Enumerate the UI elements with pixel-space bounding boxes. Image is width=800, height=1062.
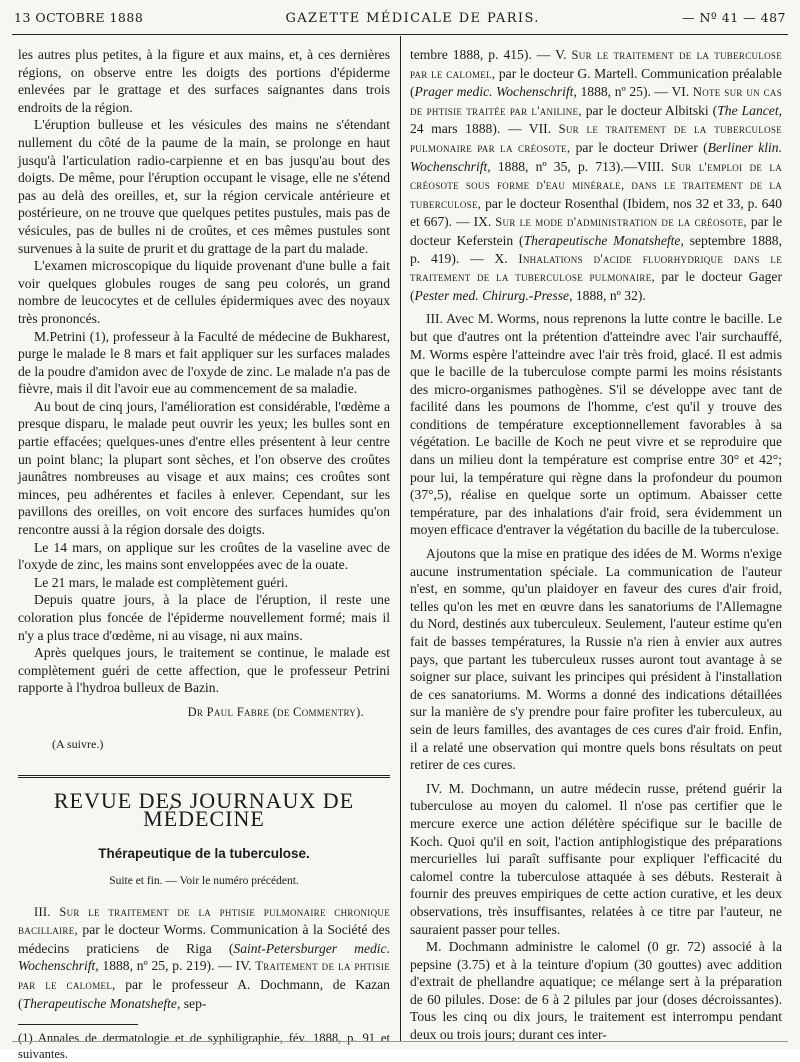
right-column: [410, 46, 782, 1044]
issue-page-number: — Nº 41 — 487: [682, 10, 786, 25]
to-be-continued-note: (A suivre.): [52, 736, 104, 751]
paragraph: M.Petrini (1), professeur à la Faculté de médecine de Bukharest, purge le malade le 8 mars et fait appliquer sur les surfaces malades de la poudre d'amidon avec de l'oxyde de zinc. Le malade n'a pas de fièvre, mais il dit l'avoir eue au commencement de sa maladie.: [18, 328, 390, 397]
section-title: REVUE DES JOURNAUX DE MÉDECINE: [53, 788, 355, 831]
column-divider: [400, 36, 401, 1041]
header-date: 13 OCTOBRE 1888: [14, 10, 144, 25]
paragraph: L'examen microscopique du liquide provenant d'une bulle a fait voir quelques globules rouges de sang peu colorés, un grand nombre de leucocytes et de cellules épidermiques avec des noyaux très prononcés.: [18, 258, 390, 326]
paragraph: Au bout de cinq jours, l'amélioration est considérable, l'œdème a presque disparu, le malade peut ouvrir les yeux; les bulles sont en partie effacées; quelques-unes d'entre elles présentent à leur centre un point blanc; la plupart sont sèches, et l'on observe des croûtes jaunâtres nombreuses au visage et aux mains; ces croûtes sont minces, peu adhérentes et faciles à enlever. Cependant, sur les pavillons des oreilles, on voit encore des surfaces humides qu'on rencontre aussi à la région dorsale des doigts.: [18, 398, 390, 538]
paragraph: L'éruption bulleuse et les vésicules des mains ne s'étendant nullement du côté de la paume de la main, se prolonge en haut jusqu'à l'articulation radio-carpienne et en bas jusqu'au bout des doigts. De même, pour l'éruption occupant le visage, elle ne s'étend pas au delà des oreilles, et, sur la région cervicale antérieure et postérieure, on ne trouve que quelques petites pustules, mais pas de vésicules, pas de bulles ni de croûtes, et ces mêmes pustules sont survenues à la suite de prurit et du grattage de la part du malade.: [18, 117, 390, 256]
header-rule: [12, 34, 788, 35]
left-column: [18, 46, 390, 1062]
references-continued: tembre 1888, p. 415). — V. Sur le traitement de la tuberculose par le calomel, par le docteur G. Martell. Communication préalable (Prager medic. Wochenschrift, 1888, nº 25). — VI. Note sur un cas de phtisie traitée par l'aniline, par le docteur Albitski (The Lancet, 24 mars 1888). — VII. Sur le traitement de la tuberculose pulmonaire par la créosote, par le docteur Driwer (Berliner klin. Wochenschrift, 1888, nº 35, p. 713).—VIII. Sur l'emploi de la créosote sous forme d'eau minérale, dans le traitement de la tuberculose, par le docteur Rosenthal (Ibidem, nos 32 et 33, p. 640 et 667). — IX. Sur le mode d'administration de la créosote, par le docteur Keferstein (Therapeutische Monatshefte, septembre 1888, p. 419). — X. Inhalations d'acide fluorhydrique dans le traitement de la tuberculose pulmonaire, par le docteur Gager (Pester med. Chirurg.-Presse, 1888, nº 32).: [410, 47, 783, 303]
bottom-edge: [12, 1041, 788, 1042]
footnote-rule: [18, 1024, 138, 1025]
paragraph: les autres plus petites, à la figure et aux mains, et, à ces dernières régions, on observe entre les doigts des portions d'épiderme enlevées par le grattage et des surfaces saignantes dans trois endroits de la région.: [18, 47, 390, 115]
section-note: Suite et fin. — Voir le numéro précédent.: [109, 874, 299, 887]
author-signature: Dr Paul Fabre (de Commentry).: [187, 704, 364, 719]
paragraph: M. Dochmann administre le calomel (0 gr. 72) associé à la pepsine (3.75) et à la teinture d'opium (30 gouttes) avec addition d'extrait de phellandre aquatique; ce mélange sert à la préparation de 60 pilules. Dose: de 6 à 2 pilules par jour (doses décroissantes). Tous les cinq ou dix jours, le traitement est interrompu pendant deux ou trois jours; durant ces inter-: [410, 939, 782, 1043]
references-paragraph: III. Sur le traitement de la phtisie pulmonaire chronique bacillaire, par le docteur Worms. Communication à la Société des médecins praticiens de Riga (Saint-Petersburger medic. Wochenschrift, 1888, nº 25, p. 219). — IV. Traitement de la phtisie par le calomel, par le professeur A. Dochmann, de Kazan (Therapeutische Monatshefte, sep-: [18, 904, 390, 1011]
paragraph: IV. M. Dochmann, un autre médecin russe, prétend guérir la tuberculose au moyen du calomel. Il n'ose pas certifier que le mercure exerce une action délétère spécifique sur le bacille de Koch. Quoi qu'il en soit, l'action antiphlogistique des préparations mercurielles lui paraît suffisante pour expliquer l'efficacité du calomel contre la tuberculose attaquée à ses débuts. Resterait à fournir des preuves empiriques de cette action curative, et les deux observations, très insuffisantes, relatées à ce titre par l'auteur, ne sauraient passer pour telles.: [410, 780, 782, 937]
paragraph: Ajoutons que la mise en pratique des idées de M. Worms n'exige aucune instrumentation spéciale. La communication de l'auteur n'est, en somme, qu'un plaidoyer en faveur des cures d'air froid, telles qu'on les met en œuvre dans les sanatoriums de l'Allemagne du Nord, destinés aux tuberculeux. Seulement, l'auteur estime qu'en fait de basses températures, la Russie n'a rien à envier aux autres pays, que partant les tuberculeux russes auront tout avantage à se soigner sur place, suivant les principes qui président à l'installation de ces sanatoriums. M. Worms a donné des indications détaillées sur la manière de s'y prendre pour faire profiter les tuberculeux, au sein de leurs familles, des avantages de ces cures d'air froid. Enfin, il a relaté une observation qui montre quels bons résultats on peut retirer de ces cures.: [410, 546, 782, 773]
journal-title: GAZETTE MÉDICALE DE PARIS.: [285, 11, 540, 26]
paragraph: Le 21 mars, le malade est complètement guéri.: [34, 574, 289, 590]
paragraph: Après quelques jours, le traitement se continue, le malade est complètement guéri de cette affection, que le professeur Petrini rapporte à l'hydroa bulleux de Bazin.: [18, 645, 390, 696]
paragraph: Le 14 mars, on applique sur les croûtes de la vaseline avec de l'oxyde de zinc, les mains sont enveloppées avec de la ouate.: [18, 539, 390, 573]
section-divider: [18, 775, 390, 778]
paragraph: Depuis quatre jours, à la place de l'éruption, il reste une coloration plus foncée de l'épiderme nouvellement formé; mais il n'y a plus trace d'œdème, ni au visage, ni aux mains.: [18, 592, 390, 643]
footnote: (1) Annales de dermatologie et de syphiligraphie, fév. 1888, p. 91 et suivantes.: [18, 1031, 390, 1061]
running-header: [14, 10, 786, 32]
paragraph: III. Avec M. Worms, nous reprenons la lutte contre le bacille. Le but que d'autres ont la prétention d'atteindre avec l'air surchauffé, M. Worms espère l'atteindre avec l'air très froid, glacé. Il est admis que le bacille de la tuberculose compte parmi les moins résistants des micro-organismes pathogènes. S'il se développe avec tant de facilité dans les poumons de l'homme, c'est qu'il y trouve des conditions de température exceptionnellement favorables à sa végétation. Le bacille de Koch ne peut vivre et se reproduire que dans un milieu dont la température est comprise entre 30° et 42°; pour lui, la température qui règne dans la profondeur du poumon (37°,5), réalise en quelque sorte un optimum. Abaisser cette température, par des inhalations d'air froid, sera évidemment un moyen efficace d'entraver la végétation du bacille de la tuberculose.: [410, 311, 782, 538]
section-subtitle: Thérapeutique de la tuberculose.: [98, 846, 310, 862]
